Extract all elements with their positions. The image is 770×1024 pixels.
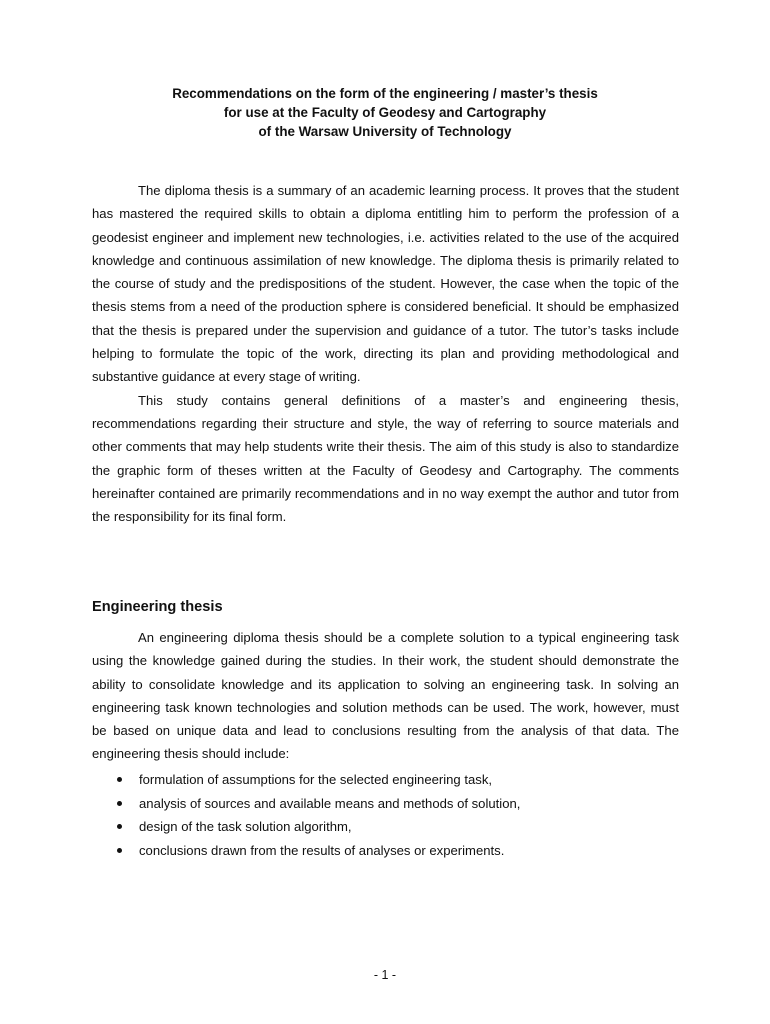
list-item [92, 768, 679, 792]
intro-paragraph-1: The diploma thesis is a summary of an academic learning process. It proves that the student has mastered the required skills to obtain a diploma entitling him to perform the profession of a geodesist engineer and implement new technologies, i.e. activities related to the use of the acquired knowledge and continuous assimilation of new knowledge. The diploma thesis is primarily related to the course of study and the predispositions of the student. However, the case when the topic of the thesis stems from a need of the production sphere is considered beneficial. It should be emphasized that the thesis is prepared under the supervision and guidance of a tutor. The tutor’s tasks include helping to formulate the topic of the work, directing its plan and providing methodological and substantive guidance at every stage of writing. [92, 183, 679, 385]
title-line-2: for use at the Faculty of Geodesy and Cartography [223, 105, 547, 120]
bullet-icon [117, 801, 122, 806]
section-heading: Engineering thesis [92, 599, 223, 615]
document-title [92, 84, 678, 141]
title-line-1: Recommendations on the form of the engineering / master’s thesis [172, 86, 598, 101]
list-item-text: design of the task solution algorithm, [139, 819, 352, 835]
list-item [92, 792, 679, 816]
list-item-text: conclusions drawn from the results of analyses or experiments. [139, 842, 505, 858]
list-item-text: analysis of sources and available means and methods of solution, [139, 795, 521, 811]
intro-paragraph-2: This study contains general definitions of a master’s and engineering thesis, recommendations regarding their structure and style, the way of referring to source materials and other comments that may help students write their thesis. The aim of this study is also to standardize the graphic form of theses written at the Faculty of Geodesy and Cartography. The comments hereinafter contained are primarily recommendations and in no way exempt the author and tutor from the responsibility for its final form. [92, 392, 679, 525]
bullet-icon [117, 777, 122, 782]
list-item [92, 815, 679, 839]
title-line-3: of the Warsaw University of Technology [258, 124, 512, 139]
list-item [92, 839, 679, 863]
bullet-icon [117, 824, 122, 829]
requirements-list [92, 768, 679, 862]
intro-section [92, 179, 679, 528]
list-item-text: formulation of assumptions for the selected engineering task, [139, 772, 493, 787]
page-number: - 1 - [373, 968, 397, 982]
engineering-section [92, 626, 679, 766]
bullet-icon [117, 848, 122, 853]
engineering-paragraph: An engineering diploma thesis should be a complete solution to a typical engineering task using the knowledge gained during the studies. In their work, the student should demonstrate the ability to consolidate knowledge and its application to solving an engineering task. In solving an engineering task known technologies and solution methods can be used. The work, however, must be based on unique data and lead to conclusions resulting from the analysis of that data. The engineering thesis should include: [92, 630, 679, 762]
